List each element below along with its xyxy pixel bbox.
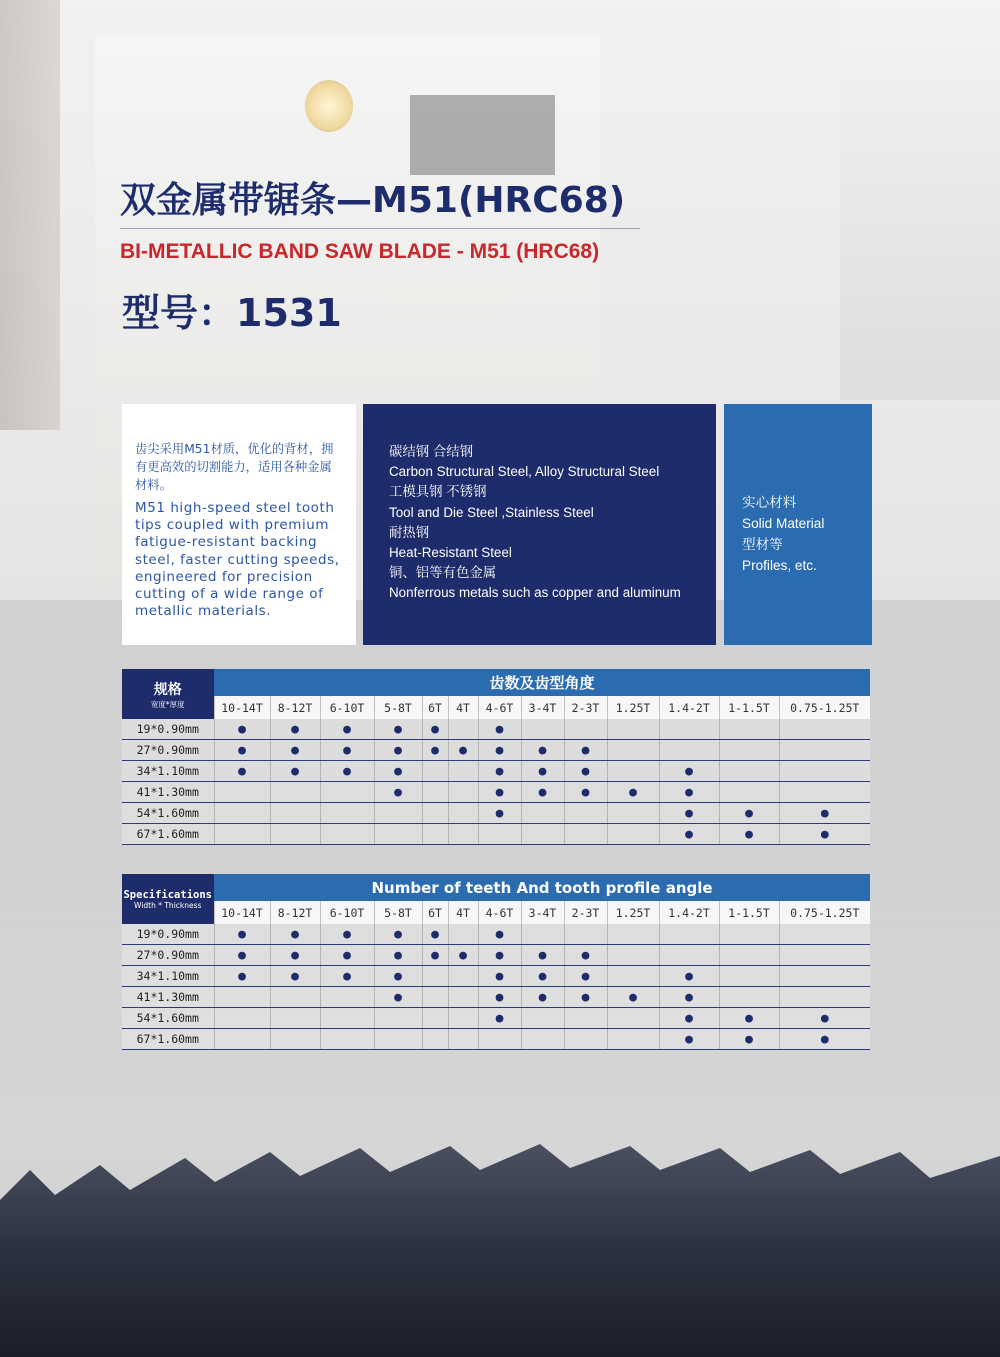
- spec-header-cell: [122, 669, 214, 719]
- availability-dot: ●: [214, 740, 270, 761]
- availability-dot: ●: [659, 761, 719, 782]
- empty-cell: [448, 782, 478, 803]
- availability-dot: ●: [320, 761, 374, 782]
- column-header: 4T: [448, 901, 478, 924]
- material-line: 耐热钢: [389, 524, 430, 540]
- empty-cell: [374, 824, 422, 845]
- empty-cell: [607, 719, 659, 740]
- empty-cell: [564, 824, 607, 845]
- empty-cell: [320, 1029, 374, 1050]
- empty-cell: [564, 803, 607, 824]
- background-window: [0, 0, 60, 430]
- availability-dot: ●: [270, 924, 320, 945]
- column-header: 3-4T: [521, 696, 564, 719]
- column-header: 1.25T: [607, 901, 659, 924]
- empty-cell: [719, 924, 779, 945]
- empty-cell: [448, 719, 478, 740]
- availability-dot: ●: [214, 719, 270, 740]
- availability-dot: ●: [659, 987, 719, 1008]
- row-spec-label: 34*1.10mm: [122, 761, 214, 782]
- material-line: 铜、铝等有色金属: [389, 565, 497, 581]
- empty-cell: [564, 1008, 607, 1029]
- empty-cell: [521, 924, 564, 945]
- empty-cell: [320, 1008, 374, 1029]
- column-header: 4-6T: [478, 696, 521, 719]
- availability-dot: ●: [719, 803, 779, 824]
- empty-cell: [448, 966, 478, 987]
- table-row: [122, 966, 870, 987]
- availability-dot: ●: [478, 803, 521, 824]
- empty-cell: [270, 1029, 320, 1050]
- availability-dot: ●: [478, 782, 521, 803]
- empty-cell: [521, 1029, 564, 1050]
- empty-cell: [779, 987, 870, 1008]
- row-spec-label: 41*1.30mm: [122, 987, 214, 1008]
- material-line: 碳结钢 合结钢: [389, 444, 474, 459]
- availability-dot: ●: [564, 761, 607, 782]
- empty-cell: [521, 1008, 564, 1029]
- availability-dot: ●: [374, 945, 422, 966]
- availability-dot: ●: [564, 987, 607, 1008]
- row-spec-label: 67*1.60mm: [122, 1029, 214, 1050]
- saw-blade-graphic: [0, 1140, 1000, 1357]
- table-row: [122, 740, 870, 761]
- empty-cell: [214, 1029, 270, 1050]
- empty-cell: [422, 966, 448, 987]
- empty-cell: [719, 782, 779, 803]
- availability-dot: ●: [374, 782, 422, 803]
- shape-line: Solid Material: [742, 516, 825, 531]
- empty-cell: [270, 824, 320, 845]
- availability-dot: ●: [270, 719, 320, 740]
- materials-box: [363, 404, 716, 645]
- column-header: 6T: [422, 696, 448, 719]
- availability-dot: ●: [564, 740, 607, 761]
- empty-cell: [478, 1029, 521, 1050]
- empty-cell: [521, 719, 564, 740]
- empty-cell: [607, 1029, 659, 1050]
- table-row: [122, 719, 870, 740]
- column-header: 5-8T: [374, 696, 422, 719]
- empty-cell: [779, 966, 870, 987]
- availability-dot: ●: [320, 740, 374, 761]
- row-spec-label: 27*0.90mm: [122, 945, 214, 966]
- empty-cell: [779, 924, 870, 945]
- empty-cell: [521, 824, 564, 845]
- availability-dot: ●: [374, 740, 422, 761]
- empty-cell: [659, 740, 719, 761]
- empty-cell: [374, 803, 422, 824]
- material-line: Tool and Die Steel ,Stainless Steel: [389, 504, 594, 520]
- availability-dot: ●: [270, 945, 320, 966]
- spec-table-cn: [122, 669, 870, 845]
- row-spec-label: 27*0.90mm: [122, 740, 214, 761]
- column-header: 8-12T: [270, 696, 320, 719]
- availability-dot: ●: [564, 945, 607, 966]
- spec-label: Specifications: [123, 888, 212, 901]
- column-header: 1-1.5T: [719, 696, 779, 719]
- availability-dot: ●: [422, 719, 448, 740]
- availability-dot: ●: [659, 1029, 719, 1050]
- availability-dot: ●: [521, 966, 564, 987]
- column-header: 1.4-2T: [659, 696, 719, 719]
- row-spec-label: 19*0.90mm: [122, 924, 214, 945]
- column-header: 5-8T: [374, 901, 422, 924]
- teeth-header: 齿数及齿型角度: [214, 669, 870, 696]
- description-box: [122, 404, 356, 645]
- availability-dot: ●: [521, 761, 564, 782]
- availability-dot: ●: [779, 803, 870, 824]
- empty-cell: [719, 945, 779, 966]
- empty-cell: [448, 824, 478, 845]
- empty-cell: [448, 924, 478, 945]
- background-control-panel: [410, 95, 555, 175]
- empty-cell: [448, 803, 478, 824]
- spec-table-en: [122, 874, 870, 1050]
- empty-cell: [422, 803, 448, 824]
- empty-cell: [320, 782, 374, 803]
- shape-line: 实心材料: [742, 495, 797, 510]
- empty-cell: [448, 761, 478, 782]
- empty-cell: [270, 1008, 320, 1029]
- empty-cell: [270, 782, 320, 803]
- availability-dot: ●: [374, 719, 422, 740]
- title-divider: [120, 228, 640, 229]
- empty-cell: [448, 1029, 478, 1050]
- empty-cell: [478, 824, 521, 845]
- empty-cell: [320, 803, 374, 824]
- empty-cell: [422, 761, 448, 782]
- spec-header-cell: [122, 874, 214, 924]
- availability-dot: ●: [270, 740, 320, 761]
- column-header: 2-3T: [564, 901, 607, 924]
- empty-cell: [719, 719, 779, 740]
- empty-cell: [659, 924, 719, 945]
- availability-dot: ●: [564, 782, 607, 803]
- table-row: [122, 924, 870, 945]
- row-spec-label: 67*1.60mm: [122, 824, 214, 845]
- availability-dot: ●: [478, 719, 521, 740]
- empty-cell: [422, 1029, 448, 1050]
- empty-cell: [521, 803, 564, 824]
- availability-dot: ●: [719, 824, 779, 845]
- empty-cell: [320, 987, 374, 1008]
- empty-cell: [564, 1029, 607, 1050]
- material-line: Heat-Resistant Steel: [389, 545, 512, 561]
- availability-dot: ●: [521, 782, 564, 803]
- empty-cell: [320, 824, 374, 845]
- availability-dot: ●: [779, 1008, 870, 1029]
- empty-cell: [779, 719, 870, 740]
- empty-cell: [270, 803, 320, 824]
- empty-cell: [607, 761, 659, 782]
- availability-dot: ●: [719, 1029, 779, 1050]
- column-header: 0.75-1.25T: [779, 901, 870, 924]
- row-spec-label: 41*1.30mm: [122, 782, 214, 803]
- column-header: 1.4-2T: [659, 901, 719, 924]
- empty-cell: [779, 945, 870, 966]
- empty-cell: [214, 1008, 270, 1029]
- column-header: 6-10T: [320, 696, 374, 719]
- table-row: [122, 824, 870, 845]
- availability-dot: ●: [374, 761, 422, 782]
- table-row: [122, 1008, 870, 1029]
- shape-line: Profiles, etc.: [742, 558, 817, 573]
- column-header: 8-12T: [270, 901, 320, 924]
- availability-dot: ●: [422, 924, 448, 945]
- empty-cell: [719, 966, 779, 987]
- availability-dot: ●: [659, 803, 719, 824]
- availability-dot: ●: [374, 966, 422, 987]
- availability-dot: ●: [564, 966, 607, 987]
- empty-cell: [214, 803, 270, 824]
- description-cn: 齿尖采用M51材质，优化的背材，拥有更高效的切割能力，适用各种金属材料。: [135, 442, 334, 492]
- availability-dot: ●: [607, 987, 659, 1008]
- availability-dot: ●: [607, 782, 659, 803]
- empty-cell: [422, 1008, 448, 1029]
- availability-dot: ●: [478, 966, 521, 987]
- availability-dot: ●: [719, 1008, 779, 1029]
- empty-cell: [422, 824, 448, 845]
- availability-dot: ●: [478, 1008, 521, 1029]
- background-lamp: [305, 80, 353, 132]
- empty-cell: [607, 945, 659, 966]
- column-header: 6T: [422, 901, 448, 924]
- table-row: [122, 782, 870, 803]
- spec-label: 规格: [153, 681, 182, 698]
- model-number: 型号：1531: [122, 291, 342, 335]
- empty-cell: [719, 761, 779, 782]
- availability-dot: ●: [374, 987, 422, 1008]
- page-title-en: BI-METALLIC BAND SAW BLADE - M51 (HRC68): [120, 240, 600, 263]
- empty-cell: [214, 987, 270, 1008]
- column-header: 4-6T: [478, 901, 521, 924]
- empty-cell: [448, 1008, 478, 1029]
- empty-cell: [374, 1008, 422, 1029]
- availability-dot: ●: [779, 1029, 870, 1050]
- empty-cell: [374, 1029, 422, 1050]
- empty-cell: [779, 761, 870, 782]
- empty-cell: [270, 987, 320, 1008]
- column-header: 1.25T: [607, 696, 659, 719]
- availability-dot: ●: [320, 719, 374, 740]
- empty-cell: [214, 824, 270, 845]
- availability-dot: ●: [659, 1008, 719, 1029]
- spec-sublabel: 宽度*厚度: [150, 699, 185, 709]
- availability-dot: ●: [478, 945, 521, 966]
- availability-dot: ●: [214, 966, 270, 987]
- material-line: Carbon Structural Steel, Alloy Structural Steel: [389, 464, 660, 480]
- availability-dot: ●: [478, 987, 521, 1008]
- availability-dot: ●: [448, 740, 478, 761]
- shape-line: 型材等: [742, 537, 783, 552]
- column-header: 4T: [448, 696, 478, 719]
- availability-dot: ●: [422, 945, 448, 966]
- empty-cell: [659, 945, 719, 966]
- availability-dot: ●: [478, 740, 521, 761]
- availability-dot: ●: [779, 824, 870, 845]
- shapes-box: [724, 404, 872, 645]
- availability-dot: ●: [478, 761, 521, 782]
- empty-cell: [564, 924, 607, 945]
- column-header: 6-10T: [320, 901, 374, 924]
- empty-cell: [719, 740, 779, 761]
- availability-dot: ●: [320, 945, 374, 966]
- description-en: M51 high-speed steel tooth tips coupled with premium fatigue-resistant backing steel, faster cutting speeds, engineered for precision cutting of a wide range of metallic materials.: [135, 500, 340, 620]
- availability-dot: ●: [214, 761, 270, 782]
- availability-dot: ●: [374, 924, 422, 945]
- empty-cell: [719, 987, 779, 1008]
- column-header: 3-4T: [521, 901, 564, 924]
- availability-dot: ●: [521, 987, 564, 1008]
- empty-cell: [607, 924, 659, 945]
- background-right: [840, 0, 1000, 400]
- availability-dot: ●: [659, 782, 719, 803]
- material-line: Nonferrous metals such as copper and aluminum: [389, 585, 681, 601]
- empty-cell: [214, 782, 270, 803]
- row-spec-label: 34*1.10mm: [122, 966, 214, 987]
- empty-cell: [607, 824, 659, 845]
- column-header: 10-14T: [214, 901, 270, 924]
- empty-cell: [448, 987, 478, 1008]
- empty-cell: [659, 719, 719, 740]
- row-spec-label: 54*1.60mm: [122, 1008, 214, 1029]
- empty-cell: [422, 782, 448, 803]
- column-header: 10-14T: [214, 696, 270, 719]
- table-row: [122, 945, 870, 966]
- empty-cell: [779, 740, 870, 761]
- availability-dot: ●: [270, 761, 320, 782]
- table-row: [122, 803, 870, 824]
- column-header: 2-3T: [564, 696, 607, 719]
- table-row: [122, 987, 870, 1008]
- spec-sublabel: Width * Thickness: [134, 900, 202, 910]
- empty-cell: [422, 987, 448, 1008]
- availability-dot: ●: [214, 924, 270, 945]
- column-header: 1-1.5T: [719, 901, 779, 924]
- availability-dot: ●: [320, 966, 374, 987]
- availability-dot: ●: [521, 740, 564, 761]
- page-title-cn: 双金属带锯条—M51(HRC68): [120, 180, 626, 221]
- availability-dot: ●: [448, 945, 478, 966]
- table-row: [122, 1029, 870, 1050]
- material-line: 工模具钢 不锈钢: [389, 484, 487, 500]
- row-spec-label: 54*1.60mm: [122, 803, 214, 824]
- empty-cell: [607, 803, 659, 824]
- empty-cell: [564, 719, 607, 740]
- table-row: [122, 761, 870, 782]
- teeth-header: Number of teeth And tooth profile angle: [214, 874, 870, 901]
- row-spec-label: 19*0.90mm: [122, 719, 214, 740]
- empty-cell: [779, 782, 870, 803]
- availability-dot: ●: [270, 966, 320, 987]
- availability-dot: ●: [320, 924, 374, 945]
- empty-cell: [607, 966, 659, 987]
- availability-dot: ●: [659, 966, 719, 987]
- availability-dot: ●: [214, 945, 270, 966]
- empty-cell: [607, 740, 659, 761]
- availability-dot: ●: [659, 824, 719, 845]
- availability-dot: ●: [422, 740, 448, 761]
- availability-dot: ●: [521, 945, 564, 966]
- empty-cell: [607, 1008, 659, 1029]
- column-header: 0.75-1.25T: [779, 696, 870, 719]
- availability-dot: ●: [478, 924, 521, 945]
